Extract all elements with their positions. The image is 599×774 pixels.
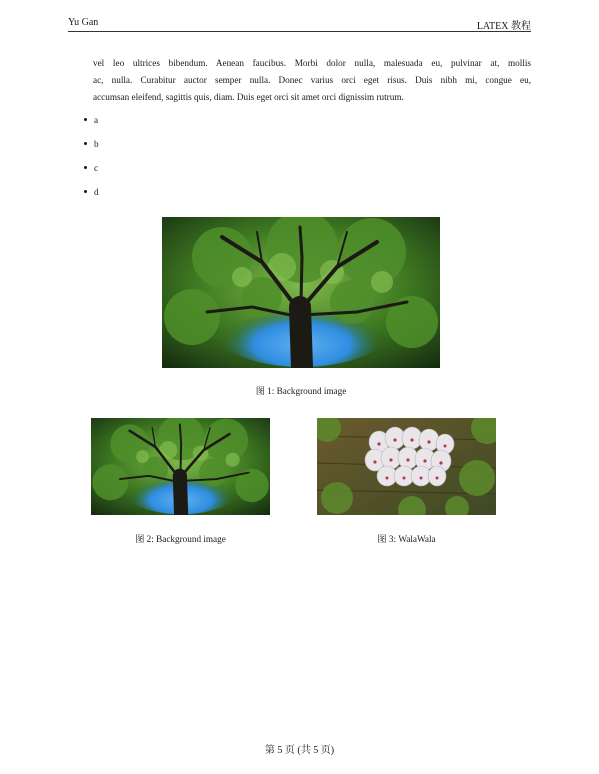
header-title [477,17,531,32]
list-item-label: b [94,139,99,149]
page-footer: 第 5 页 (共 5 页) [264,745,335,756]
figure-1-caption: 图 1: Background image [255,386,347,396]
list-item [84,183,99,207]
list-item [84,111,99,135]
list-item [84,159,99,183]
figure-2-caption: 图 2: Background image [135,534,226,544]
figure-1-image [162,217,440,368]
header-title-text: LATEX 教程 [476,21,531,32]
header-author: Yu Gan [68,17,99,28]
list-item [84,135,99,159]
figure-3-image [317,418,496,515]
header-rule [68,31,531,32]
figure-2-image [91,418,270,515]
bullet-icon [84,142,87,145]
bullet-icon [84,190,87,193]
bullet-icon [84,118,87,121]
body-paragraph [93,55,531,106]
wala-wala-creatures-illustration [317,418,496,515]
list-item-label: c [94,163,99,173]
paragraph-line: ac, nulla. Curabitur auctor semper nulla. Donec varius orci eget risus. Duis nibh mi, congue eu, [93,75,531,85]
bullet-icon [84,166,87,169]
list-item-label: d [94,187,99,197]
list-item-label: a [94,115,99,125]
figure-3-caption: 图 3: WalaWala [377,534,436,544]
paragraph-line: accumsan eleifend, sagittis quis, diam. Duis eget orci sit amet orci dignissim rutrum. [93,92,404,102]
tree-canopy-photo [162,217,440,368]
paragraph-line: vel leo ultrices bibendum. Aenean faucibus. Morbi dolor nulla, malesuada eu, pulvinar at, mollis [93,58,531,68]
tree-canopy-photo [91,418,270,515]
bullet-list [84,111,99,207]
